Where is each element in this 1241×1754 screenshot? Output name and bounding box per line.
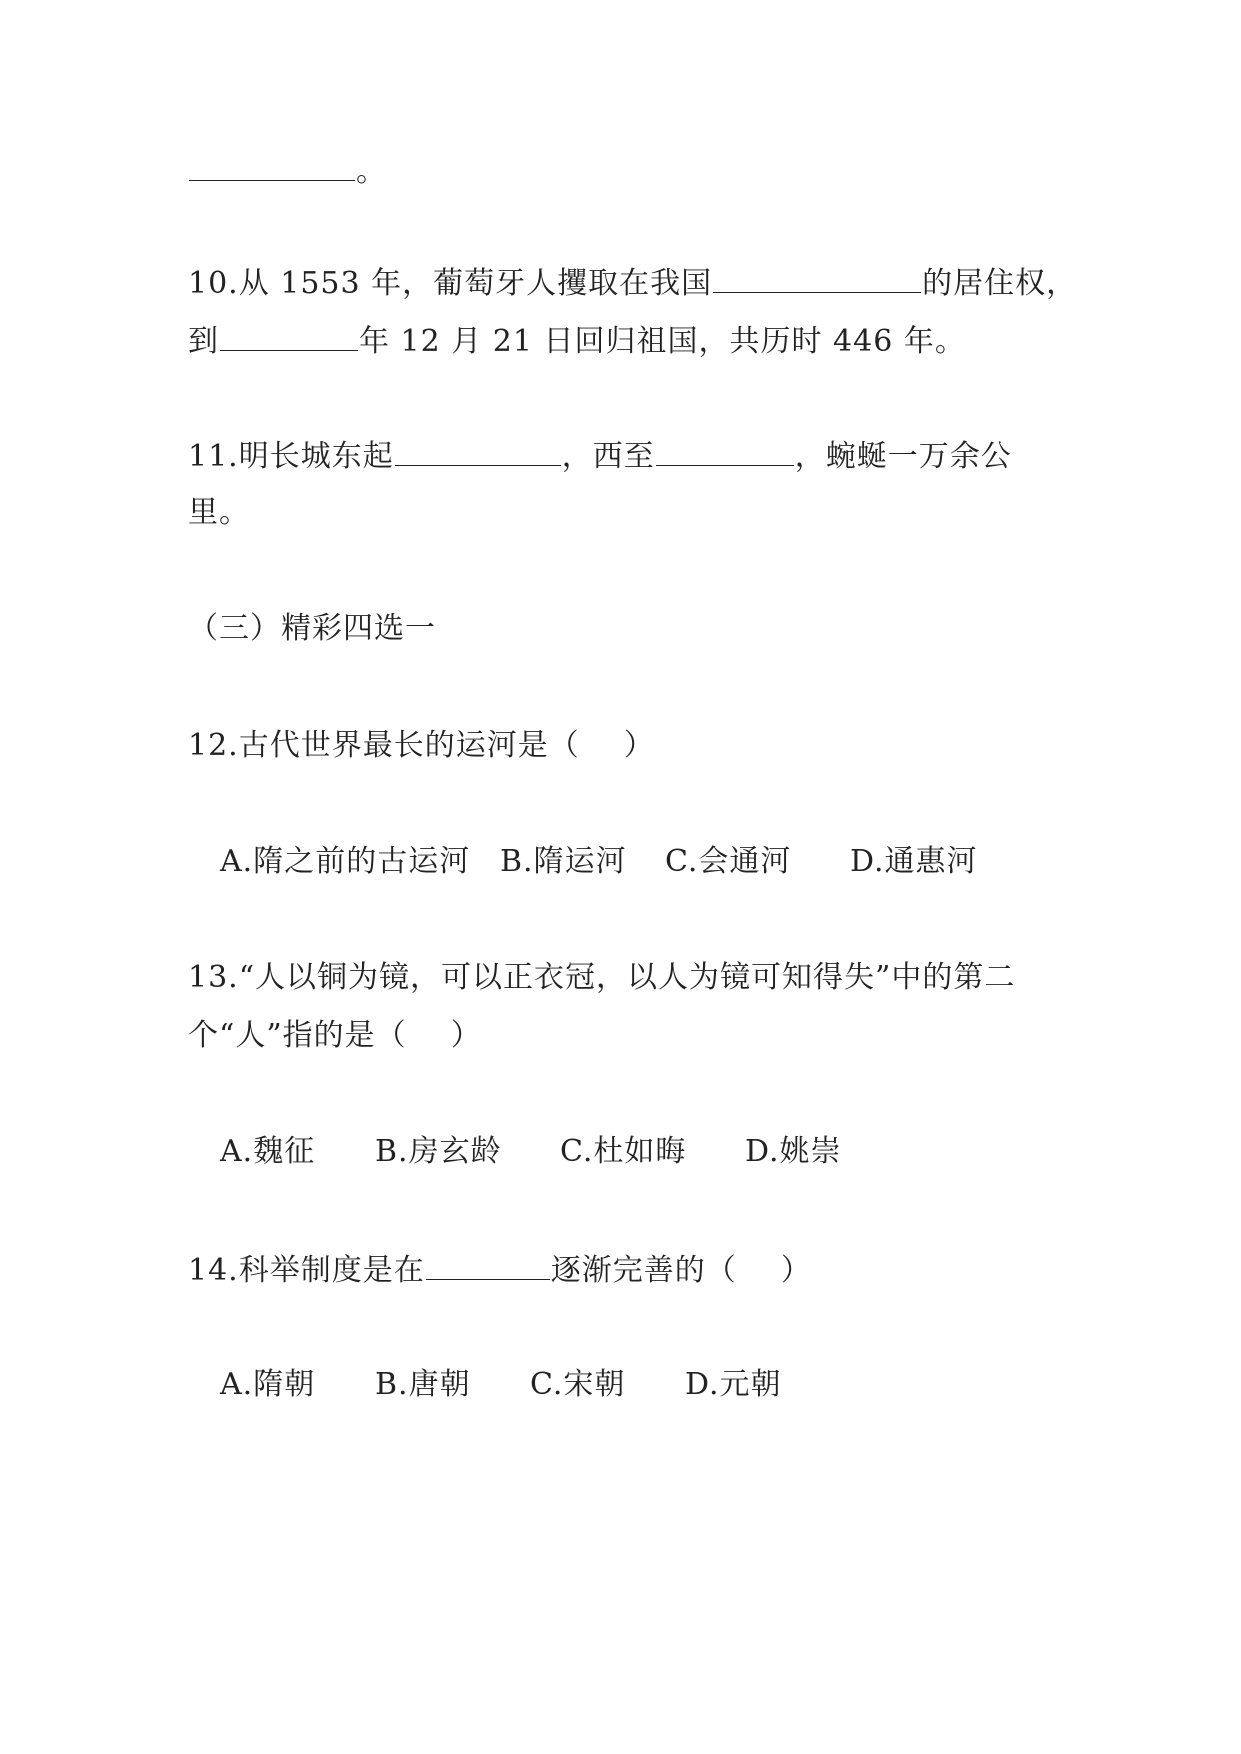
option-c[interactable]: C.会通河 (665, 844, 792, 879)
q12-options (220, 842, 978, 882)
answer-blank[interactable] (713, 262, 921, 293)
q10-line1 (188, 262, 1077, 304)
option-b[interactable]: B.唐朝 (375, 1367, 471, 1402)
q13-stem-text: 个“人”指的是（ (188, 1018, 407, 1053)
q10-line2 (188, 320, 966, 362)
q11-text-a: 11.明长城东起 (188, 439, 394, 474)
option-d[interactable]: D.通惠河 (850, 844, 978, 879)
q13-close: ） (450, 1018, 482, 1053)
option-d[interactable]: D.元朝 (685, 1367, 782, 1402)
q11-text-b: ，西至 (561, 439, 655, 474)
option-c[interactable]: C.杜如晦 (560, 1134, 687, 1169)
q11-text-c: ，蜿蜒一万余公 (794, 439, 1012, 474)
q14-stem-text-a: 14.科举制度是在 (188, 1253, 425, 1288)
option-d[interactable]: D.姚崇 (745, 1134, 842, 1169)
q10-text-b: 的居住权， (922, 266, 1078, 301)
q11-text-d: 里。 (188, 495, 250, 530)
q12-close: ） (623, 728, 655, 763)
answer-blank[interactable] (189, 150, 355, 181)
q14-stem (188, 1249, 812, 1291)
option-c[interactable]: C.宋朝 (530, 1367, 626, 1402)
q11-line1 (188, 435, 1012, 477)
q10-text-c: 到 (188, 324, 219, 359)
q12-stem (188, 726, 655, 766)
q14-close: ） (780, 1253, 812, 1288)
answer-blank[interactable] (656, 435, 794, 466)
answer-blank[interactable] (220, 320, 358, 351)
q14-stem-text-b: 逐渐完善的（ (550, 1253, 737, 1288)
q14-options (220, 1365, 782, 1405)
q9-end: 。 (356, 154, 387, 189)
q12-stem-text: 12.古代世界最长的运河是（ (188, 728, 580, 763)
q11-line2 (188, 493, 250, 533)
q10-text-a: 10.从 1553 年，葡萄牙人攫取在我国 (188, 266, 713, 301)
q13-options (220, 1132, 842, 1172)
section-heading: （三）精彩四选一 (188, 611, 436, 646)
option-a[interactable]: A.魏征 (220, 1134, 316, 1169)
q13-line2 (188, 1016, 482, 1056)
q9-tail (188, 150, 387, 192)
q13-line1: 13.“人以铜为镜，可以正衣冠，以人为镜可知得失”中的第二 (188, 960, 1016, 995)
option-b[interactable]: B.房玄龄 (375, 1134, 502, 1169)
option-a[interactable]: A.隋朝 (220, 1367, 316, 1402)
q10-text-d: 年 12 月 21 日回归祖国，共历时 446 年。 (359, 324, 966, 359)
answer-blank[interactable] (426, 1249, 550, 1280)
answer-blank[interactable] (395, 435, 561, 466)
option-a[interactable]: A.隋之前的古运河 (220, 844, 471, 879)
option-b[interactable]: B.隋运河 (500, 844, 627, 879)
